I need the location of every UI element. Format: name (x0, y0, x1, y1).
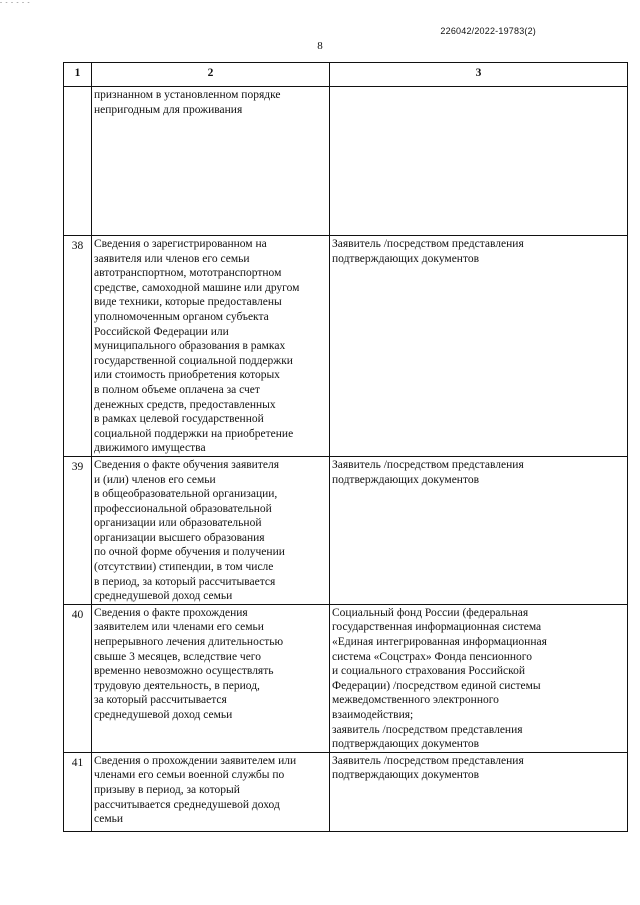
column-header-2: 2 (92, 63, 330, 87)
page-number: 8 (317, 40, 323, 52)
table-row (64, 752, 628, 831)
document-id: 226042/2022-19783(2) (440, 26, 536, 36)
table-row (64, 604, 628, 752)
info-cell: признанном в установленном порядке непригодным для проживания (92, 87, 330, 236)
table-row (64, 236, 628, 457)
column-header-1: 1 (64, 63, 92, 87)
source-cell: Заявитель /посредством представления подтверждающих документов (330, 752, 628, 831)
row-number: 40 (64, 604, 92, 752)
row-number: 41 (64, 752, 92, 831)
info-cell: Сведения о факте прохождения заявителем или членами его семьи непрерывного лечения длительностью свыше 3 месяцев, вследствие чего временно невозможно осуществлять трудовую деятельность, в период, за который рассчитывается среднедушевой доход семьи (92, 604, 330, 752)
info-cell: Сведения о факте обучения заявителя и (или) членов его семьи в общеобразовательной организации, профессиональной образовательной организации или образовательной организации высшего образования по очной форме обучения и получении (отсутствии) стипендии, в том числе в период, за который рассчитывается среднедушевой доход семьи (92, 456, 330, 604)
source-cell: Заявитель /посредством представления подтверждающих документов (330, 236, 628, 457)
source-cell: Социальный фонд России (федеральная государственная информационная система «Единая интегрированная информационная система «Соцстрах» Фонда пенсионного и социального страхования Российской Федерации) /посредством единой системы межведомственного электронного взаимодействия; заявитель /посредством представления подтверждающих документов (330, 604, 628, 752)
table-header-row (64, 63, 628, 87)
info-cell: Сведения о зарегистрированном на заявителя или членов его семьи автотранспортном, мототранспортном средстве, самоходной машине или другом виде техники, которые предоставлены уполномоченным органом субъекта Российской Федерации или муниципального образования в рамках государственной социальной поддержки или стоимость приобретения которых в полном объеме оплачена за счет денежных средств, предоставленных в рамках целевой государственной социальной поддержки на приобретение движимого имущества (92, 236, 330, 457)
source-cell (330, 87, 628, 236)
column-header-3: 3 (330, 63, 628, 87)
row-number: 39 (64, 456, 92, 604)
row-number (64, 87, 92, 236)
binding-marks: - - - - - - (0, 0, 31, 6)
info-cell: Сведения о прохождении заявителем или членами его семьи военной службы по призыву в период, за который рассчитывается среднедушевой доход семьи (92, 752, 330, 831)
row-number: 38 (64, 236, 92, 457)
source-cell: Заявитель /посредством представления подтверждающих документов (330, 456, 628, 604)
data-table (63, 62, 628, 832)
table-row (64, 87, 628, 236)
table-row (64, 456, 628, 604)
